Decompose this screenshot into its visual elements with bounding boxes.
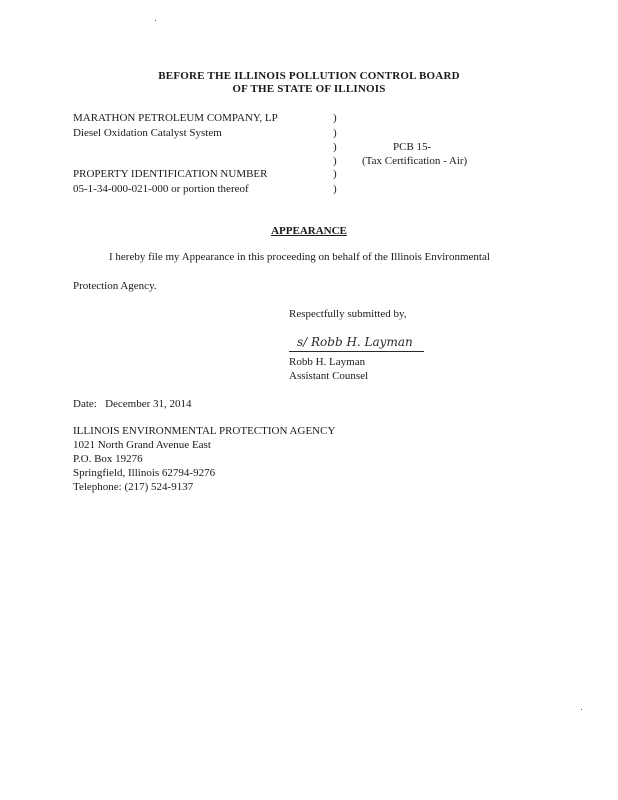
caption-paren: ) xyxy=(333,183,337,195)
body-paragraph-line-1: I hereby file my Appearance in this proceeding on behalf of the Illinois Environmental xyxy=(109,251,490,263)
case-number: PCB 15- xyxy=(393,141,432,153)
signer-name: Robb H. Layman xyxy=(289,356,366,368)
agency-telephone: Telephone: (217) 524-9137 xyxy=(73,481,194,493)
party-detail: Diesel Oxidation Catalyst System xyxy=(73,127,222,139)
caption-paren: ) xyxy=(333,127,337,139)
signer-title: Assistant Counsel xyxy=(289,370,369,382)
party-name: MARATHON PETROLEUM COMPANY, LP xyxy=(73,112,278,124)
agency-address-1: 1021 North Grand Avenue East xyxy=(73,439,211,451)
agency-name: ILLINOIS ENVIRONMENTAL PROTECTION AGENCY xyxy=(73,425,336,437)
caption-paren: ) xyxy=(333,141,337,153)
document-title: APPEARANCE xyxy=(271,225,347,237)
header-line-1: BEFORE THE ILLINOIS POLLUTION CONTROL BOARD xyxy=(158,70,460,82)
signature-closing: Respectfully submitted by, xyxy=(289,308,407,320)
caption-paren: ) xyxy=(333,168,337,180)
caption-paren: ) xyxy=(333,155,337,167)
signature: s/ Robb H. Layman xyxy=(297,335,413,349)
header-line-2: OF THE STATE OF ILLINOIS xyxy=(232,83,386,95)
agency-city-state-zip: Springfield, Illinois 62794-9276 xyxy=(73,467,216,479)
agency-address-2: P.O. Box 19276 xyxy=(73,453,143,465)
scan-speck xyxy=(581,709,582,710)
caption-paren: ) xyxy=(333,112,337,124)
signature-line xyxy=(289,351,424,352)
case-type: (Tax Certification - Air) xyxy=(362,155,468,167)
scan-speck xyxy=(155,20,156,21)
body-paragraph-line-2: Protection Agency. xyxy=(73,280,157,292)
document-date: Date: December 31, 2014 xyxy=(73,398,192,410)
property-label: PROPERTY IDENTIFICATION NUMBER xyxy=(73,168,268,180)
property-number: 05-1-34-000-021-000 or portion thereof xyxy=(73,183,249,195)
